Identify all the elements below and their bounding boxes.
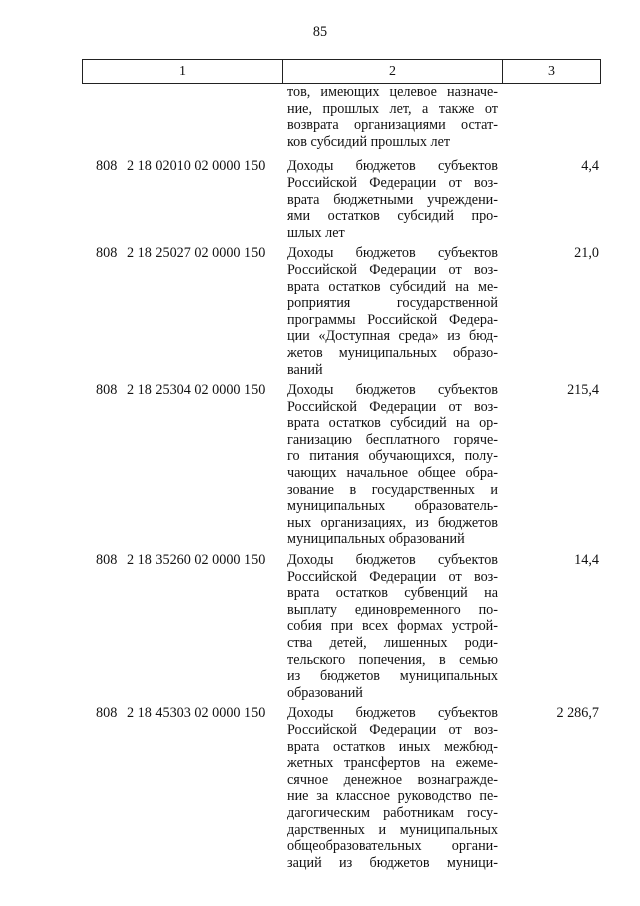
row-description: Доходы бюджетов субъектов Российской Федерации от воз- врата остатков субсидий на ме- роприятия государственной программы Российской Федера- ции «Доступная среда» из бюд- жетов муниципальных образо- ваний	[287, 245, 498, 378]
table-row	[0, 245, 640, 378]
row-admin-code: 808	[96, 705, 118, 722]
row-description: Доходы бюджетов субъектов Российской Федерации от воз- врата остатков субвенций на выплату единовременного по- собия при всех формах устрой- ства детей, лишенных роди- тельского попечения, в семью из бюджетов муниципальных образований	[287, 552, 498, 701]
row-amount: 4,4	[581, 158, 599, 175]
row-amount: 215,4	[567, 382, 599, 399]
row-admin-code: 808	[96, 552, 118, 569]
row-budget-code: 2 18 02010 02 0000 150	[127, 158, 266, 175]
table-row	[0, 158, 640, 241]
row-amount: 14,4	[574, 552, 599, 569]
table-row	[0, 705, 640, 871]
table-row	[0, 84, 640, 150]
row-admin-code: 808	[96, 382, 118, 399]
row-description: Доходы бюджетов субъектов Российской Федерации от воз- врата бюджетными учреждени- ями остатков субсидий про- шлых лет	[287, 158, 498, 241]
table-header-row	[82, 59, 601, 84]
row-budget-code: 2 18 35260 02 0000 150	[127, 552, 266, 569]
row-budget-code: 2 18 25027 02 0000 150	[127, 245, 266, 262]
table-body	[0, 84, 640, 871]
row-description: тов, имеющих целевое назначе- ние, прошлых лет, а также от возврата организациями остат- ков субсидий прошлых лет	[287, 84, 498, 150]
table-row	[0, 382, 640, 548]
table-row	[0, 552, 640, 701]
row-description: Доходы бюджетов субъектов Российской Федерации от воз- врата остатков иных межбюд- жетных трансфертов на ежеме- сячное денежное вознагражде- ние за классное руководство пе- дагогическим работникам госу- дарственных и муниципальных общеобразовательных органи- заций из бюджетов муници-	[287, 705, 498, 871]
row-budget-code: 2 18 25304 02 0000 150	[127, 382, 266, 399]
row-budget-code: 2 18 45303 02 0000 150	[127, 705, 266, 722]
row-admin-code: 808	[96, 245, 118, 262]
column-header-1: 1	[83, 60, 283, 83]
row-amount: 2 286,7	[556, 705, 599, 722]
row-amount: 21,0	[574, 245, 599, 262]
row-admin-code: 808	[96, 158, 118, 175]
row-description: Доходы бюджетов субъектов Российской Федерации от воз- врата остатков субсидий на ор- ганизацию бесплатного горяче- го питания обучающихся, полу- чающих начальное общее обра- зование в государственных и муниципальных образователь- ных организациях, из бюджетов муниципальных образований	[287, 382, 498, 548]
column-header-3: 3	[548, 63, 555, 79]
page-number: 85	[312, 24, 328, 40]
column-header-2: 2	[283, 60, 503, 83]
